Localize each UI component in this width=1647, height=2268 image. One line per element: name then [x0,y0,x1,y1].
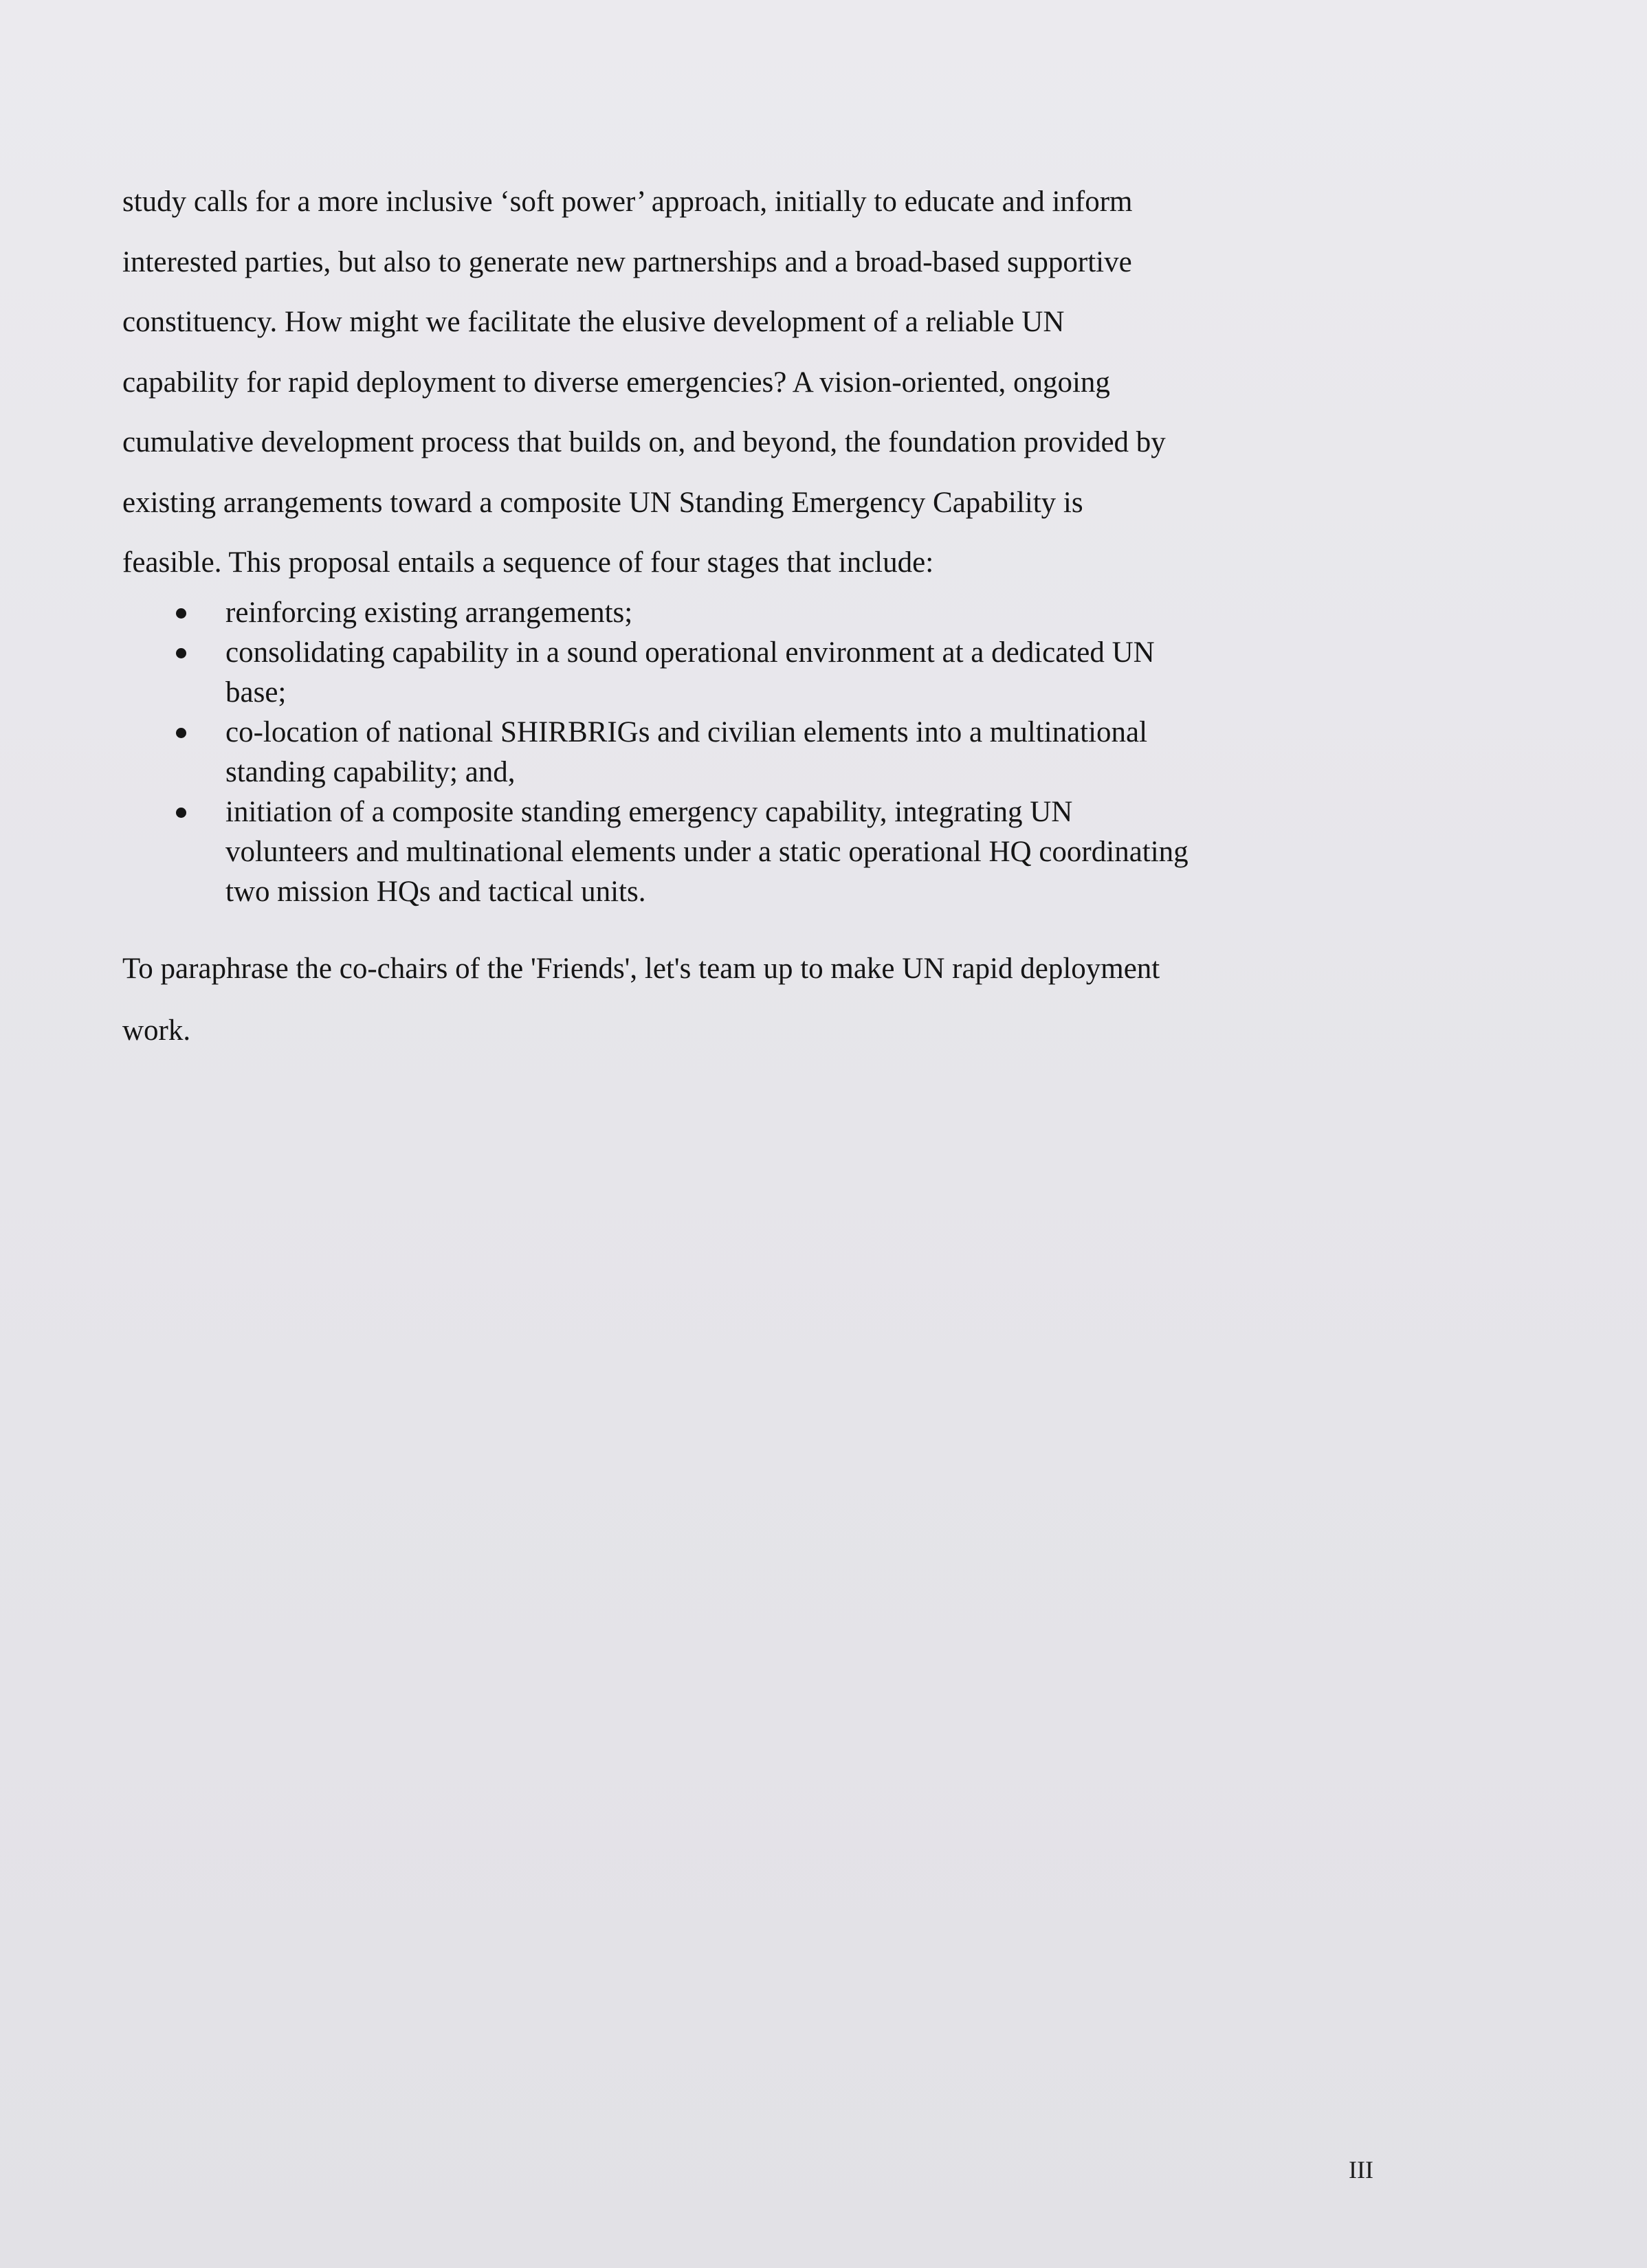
intro-paragraph [122,172,1428,593]
stage-line: reinforcing existing arrangements; [225,596,633,629]
intro-line: interested parties, but also to generate new partnerships and a broad-based supportive [122,245,1132,278]
bullet-icon [176,608,186,619]
stage-item [122,792,1428,912]
stage-line: volunteers and multinational elements under a static operational HQ coordinating [225,835,1189,868]
stage-item [122,633,1428,713]
closing-line: work. [122,1014,191,1047]
stage-line: consolidating capability in a sound operational environment at a dedicated UN [225,636,1155,669]
bullet-icon [176,728,186,738]
closing-line: To paraphrase the co-chairs of the 'Friends', let's team up to make UN rapid deployment [122,952,1160,985]
stage-line: standing capability; and, [225,755,516,788]
bullet-icon [176,808,186,818]
stage-item [122,593,1428,633]
intro-line: cumulative development process that builds on, and beyond, the foundation provided by [122,426,1166,458]
page-number: III [1349,2156,1373,2183]
intro-line: existing arrangements toward a composite UN Standing Emergency Capability is [122,486,1083,519]
intro-line: capability for rapid deployment to diverse emergencies? A vision-oriented, ongoing [122,366,1110,399]
stage-line: co-location of national SHIRBRIGs and civilian elements into a multinational [225,715,1148,748]
bullet-icon [176,648,186,658]
stage-item [122,713,1428,792]
stage-line: initiation of a composite standing emergency capability, integrating UN [225,795,1073,828]
stages-list [122,593,1428,912]
stage-line: base; [225,676,287,709]
intro-line: constituency. How might we facilitate the elusive development of a reliable UN [122,306,1065,338]
intro-line: feasible. This proposal entails a sequence of four stages that include: [122,546,934,579]
stage-line: two mission HQs and tactical units. [225,875,646,908]
body-text [122,172,1428,1062]
closing-paragraph [122,938,1428,1062]
intro-line: study calls for a more inclusive ‘soft power’ approach, initially to educate and inform [122,186,1133,218]
